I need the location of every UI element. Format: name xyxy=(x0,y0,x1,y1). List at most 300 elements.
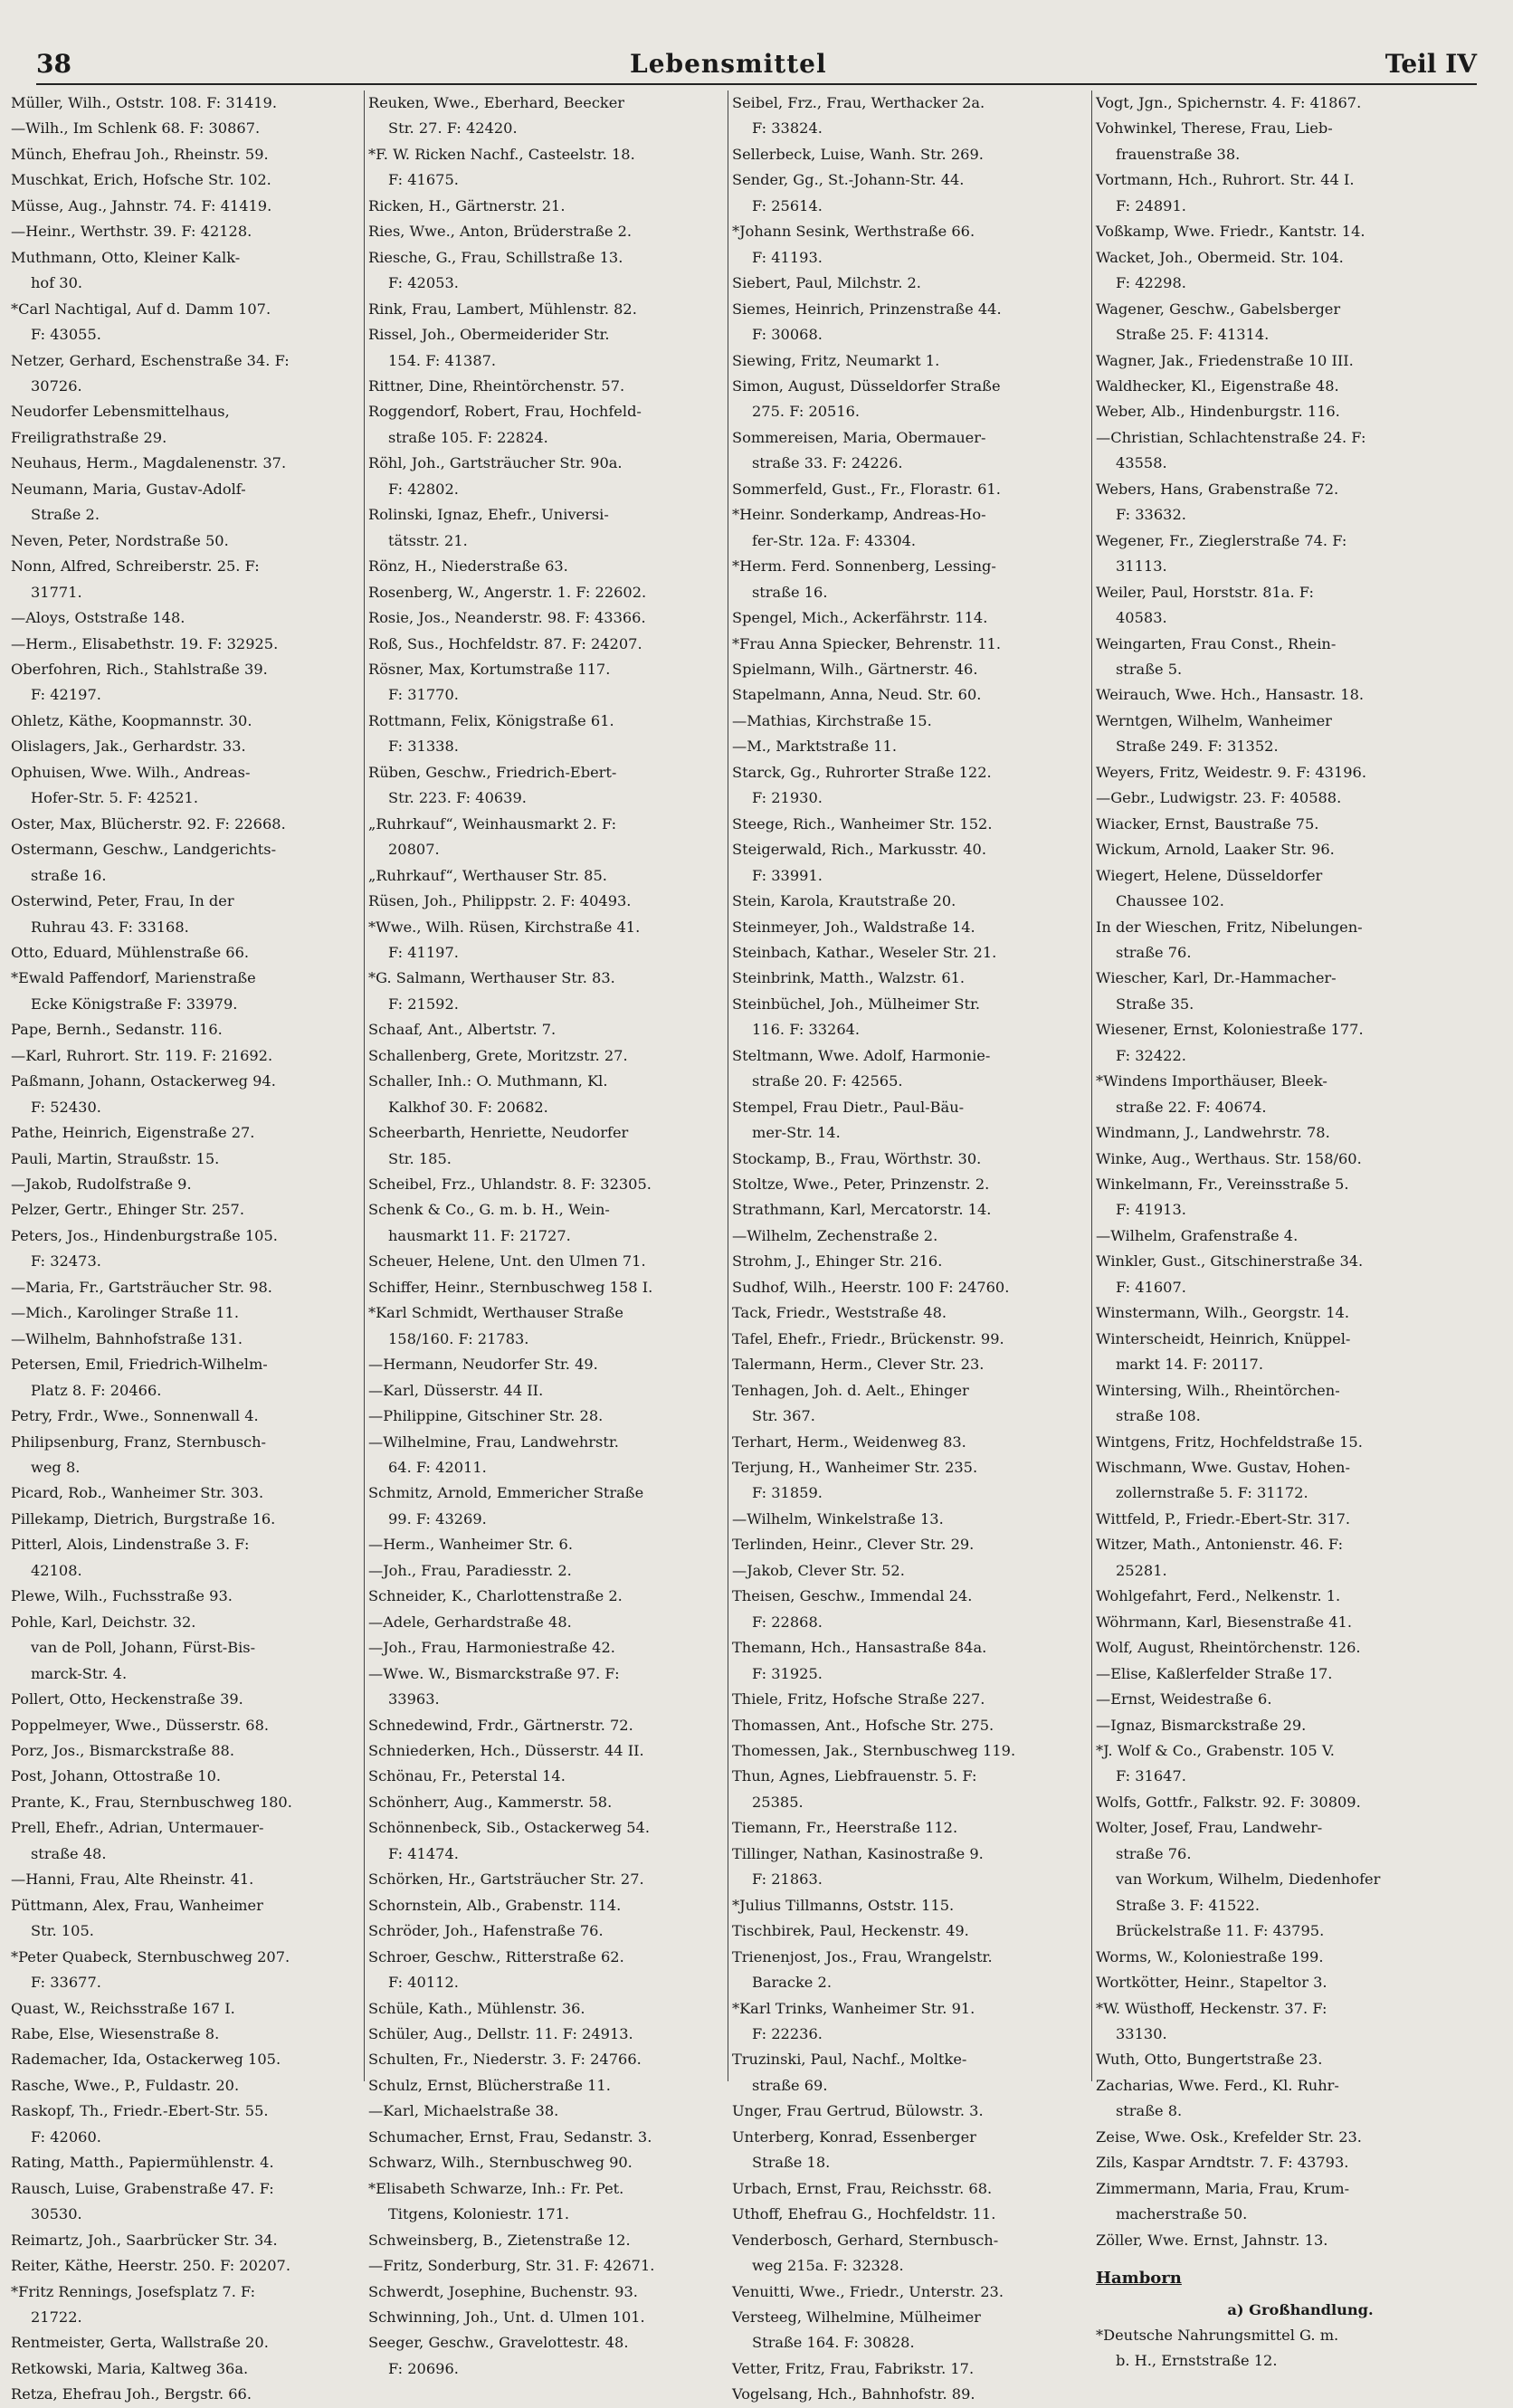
directory-entry: Steinbach, Kathar., Weseler Str. 21. xyxy=(732,943,997,961)
directory-entry: Wegener, Fr., Zieglerstraße 74. F: xyxy=(1096,531,1347,549)
directory-entry: Wiacker, Ernst, Baustraße 75. xyxy=(1096,814,1319,833)
directory-entry: —Herm., Wanheimer Str. 6. xyxy=(368,1536,573,1554)
directory-entry: Weber, Alb., Hindenburgstr. 116. xyxy=(1096,403,1340,421)
directory-entry: F: 42197. xyxy=(31,686,101,704)
directory-entry: —Philippine, Gitschiner Str. 28. xyxy=(368,1407,604,1425)
section-entry: *Deutsche Nahrungsmittel G. m. xyxy=(1096,2326,1339,2344)
directory-entry: Straße 249. F: 31352. xyxy=(1116,738,1279,756)
directory-entry: —Wilhelm, Grafenstraße 4. xyxy=(1096,1226,1299,1244)
directory-entry: van de Poll, Johann, Fürst-Bis- xyxy=(31,1639,256,1657)
directory-entry: —M., Marktstraße 11. xyxy=(732,738,897,756)
directory-entry: Trienenjost, Jos., Frau, Wrangelstr. xyxy=(732,1947,993,1965)
directory-entry: Simon, August, Düsseldorfer Straße xyxy=(732,376,1001,395)
directory-entry: Strathmann, Karl, Mercatorstr. 14. xyxy=(732,1201,992,1219)
directory-entry: Pathe, Heinrich, Eigenstraße 27. xyxy=(11,1124,255,1142)
directory-entry: F: 22236. xyxy=(752,2024,823,2042)
directory-entry: Winterscheidt, Heinrich, Knüppel- xyxy=(1096,1329,1351,1347)
directory-entry: Rittner, Dine, Rheintörchenstr. 57. xyxy=(368,376,625,395)
directory-entry: Tillinger, Nathan, Kasinostraße 9. xyxy=(732,1844,984,1862)
directory-entry: Olislagers, Jak., Gerhardstr. 33. xyxy=(11,738,246,756)
directory-entry: Oberfohren, Rich., Stahlstraße 39. xyxy=(11,660,268,678)
directory-entry: Terhart, Herm., Weidenweg 83. xyxy=(732,1432,966,1451)
directory-entry: Rausch, Luise, Grabenstraße 47. F: xyxy=(11,2179,274,2197)
directory-entry: Schörken, Hr., Gartsträucher Str. 27. xyxy=(368,1870,644,1889)
directory-entry: Straße 164. F: 30828. xyxy=(752,2334,915,2352)
directory-entry: 31113. xyxy=(1116,557,1167,576)
directory-entry: Picard, Rob., Wanheimer Str. 303. xyxy=(11,1484,264,1502)
directory-entry: Siemes, Heinrich, Prinzenstraße 44. xyxy=(732,300,1002,318)
directory-entry: Titgens, Koloniestr. 171. xyxy=(388,2205,570,2223)
directory-entry: Steltmann, Wwe. Adolf, Harmonie- xyxy=(732,1046,991,1064)
directory-entry: Schiffer, Heinr., Sternbuschweg 158 I. xyxy=(368,1278,653,1296)
directory-entry: Webers, Hans, Grabenstraße 72. xyxy=(1096,480,1339,498)
directory-entry: *F. W. Ricken Nachf., Casteelstr. 18. xyxy=(368,145,635,163)
directory-entry: 154. F: 41387. xyxy=(388,351,497,369)
directory-entry: weg 8. xyxy=(31,1459,81,1477)
directory-entry: Hofer-Str. 5. F: 42521. xyxy=(31,789,198,807)
directory-entry: Schönherr, Aug., Kammerstr. 58. xyxy=(368,1793,613,1811)
directory-entry: marck-Str. 4. xyxy=(31,1664,128,1682)
directory-entry: F: 41913. xyxy=(1116,1201,1186,1219)
directory-entry: Püttmann, Alex, Frau, Wanheimer xyxy=(11,1896,263,1914)
directory-entry: Poppelmeyer, Wwe., Düsserstr. 68. xyxy=(11,1716,270,1734)
column-1 xyxy=(11,90,360,2403)
directory-entry: Sender, Gg., St.-Johann-Str. 44. xyxy=(732,171,965,189)
directory-entry: 116. F: 33264. xyxy=(752,1021,861,1039)
directory-entry: —Gebr., Ludwigstr. 23. F: 40588. xyxy=(1096,789,1342,807)
directory-entry: Raskopf, Th., Friedr.-Ebert-Str. 55. xyxy=(11,2102,269,2120)
directory-entry: *Frau Anna Spiecker, Behrenstr. 11. xyxy=(732,634,1001,652)
directory-entry: 30726. xyxy=(31,376,82,395)
directory-entry: Wolf, August, Rheintörchenstr. 126. xyxy=(1096,1639,1361,1657)
directory-entry: *G. Salmann, Werthauser Str. 83. xyxy=(368,969,615,987)
directory-entry: *Windens Importhäuser, Bleek- xyxy=(1096,1072,1327,1090)
directory-entry: *Fritz Rennings, Josefsplatz 7. F: xyxy=(11,2282,256,2300)
directory-entry: Rosenberg, W., Angerstr. 1. F: 22602. xyxy=(368,583,647,601)
directory-entry: Pape, Bernh., Sedanstr. 116. xyxy=(11,1021,223,1039)
directory-entry: Steinmeyer, Joh., Waldstraße 14. xyxy=(732,918,975,936)
directory-entry: Wischmann, Wwe. Gustav, Hohen- xyxy=(1096,1459,1350,1477)
directory-entry: tätsstr. 21. xyxy=(388,531,468,549)
directory-entry: Petry, Frdr., Wwe., Sonnenwall 4. xyxy=(11,1407,259,1425)
directory-entry: frauenstraße 38. xyxy=(1116,145,1241,163)
directory-entry: Müsse, Aug., Jahnstr. 74. F: 41419. xyxy=(11,196,272,214)
directory-entry: Urbach, Ernst, Frau, Reichsstr. 68. xyxy=(732,2179,993,2197)
directory-entry: Schüle, Kath., Mühlenstr. 36. xyxy=(368,1999,585,2017)
directory-entry: Platz 8. F: 20466. xyxy=(31,1381,162,1399)
column-4-entries xyxy=(1096,90,1505,2253)
directory-entry: Ricken, H., Gärtnerstr. 21. xyxy=(368,196,566,214)
directory-entry: Schornstein, Alb., Grabenstr. 114. xyxy=(368,1896,622,1914)
directory-entry: Werntgen, Wilhelm, Wanheimer xyxy=(1096,711,1332,729)
directory-entry: Neudorfer Lebensmittelhaus, xyxy=(11,403,230,421)
directory-entry: F: 43055. xyxy=(31,326,101,344)
directory-entry: Unterberg, Konrad, Essenberger xyxy=(732,2127,976,2146)
directory-entry: Wohlgefahrt, Ferd., Nelkenstr. 1. xyxy=(1096,1587,1341,1605)
directory-entry: Post, Johann, Ottostraße 10. xyxy=(11,1767,222,1785)
directory-entry: F: 41197. xyxy=(388,943,459,961)
directory-entry: Unger, Frau Gertrud, Bülowstr. 3. xyxy=(732,2102,984,2120)
directory-entry: Brückelstraße 11. F: 43795. xyxy=(1116,1922,1325,1940)
directory-entry: Pitterl, Alois, Lindenstraße 3. F: xyxy=(11,1536,250,1554)
directory-entry: Wacket, Joh., Obermeid. Str. 104. xyxy=(1096,248,1344,266)
section-entry: b. H., Ernststraße 12. xyxy=(1116,2352,1278,2370)
directory-entry: Vetter, Fritz, Frau, Fabrikstr. 17. xyxy=(732,2359,975,2377)
directory-entry: Uthoff, Ehefrau G., Hochfeldstr. 11. xyxy=(732,2205,996,2223)
directory-entry: Straße 25. F: 41314. xyxy=(1116,326,1270,344)
directory-entry: Stapelmann, Anna, Neud. Str. 60. xyxy=(732,686,982,704)
directory-entry: Terjung, H., Wanheimer Str. 235. xyxy=(732,1459,978,1477)
directory-entry: F: 33991. xyxy=(752,866,823,884)
directory-entry: F: 41193. xyxy=(752,248,823,266)
directory-entry: Ostermann, Geschw., Landgerichts- xyxy=(11,841,277,859)
directory-entry: Winkelmann, Fr., Vereinsstraße 5. xyxy=(1096,1175,1349,1194)
directory-entry: Rüben, Geschw., Friedrich-Ebert- xyxy=(368,763,617,781)
directory-entry: Vohwinkel, Therese, Frau, Lieb- xyxy=(1096,119,1333,138)
directory-entry: —Elise, Kaßlerfelder Straße 17. xyxy=(1096,1664,1333,1682)
directory-entry: —Maria, Fr., Gartsträucher Str. 98. xyxy=(11,1278,272,1296)
directory-entry: van Workum, Wilhelm, Diedenhofer xyxy=(1116,1870,1381,1889)
directory-entry: Starck, Gg., Ruhrorter Straße 122. xyxy=(732,763,992,781)
directory-entry: In der Wieschen, Fritz, Nibelungen- xyxy=(1096,918,1363,936)
directory-entry: Sommereisen, Maria, Obermauer- xyxy=(732,428,986,446)
directory-entry: Str. 105. xyxy=(31,1922,94,1940)
directory-entry: Riesche, G., Frau, Schillstraße 13. xyxy=(368,248,623,266)
directory-entry: Oster, Max, Blücherstr. 92. F: 22668. xyxy=(11,814,286,833)
directory-entry: —Jakob, Rudolfstraße 9. xyxy=(11,1175,192,1194)
directory-entry: —Wwe. W., Bismarckstraße 97. F: xyxy=(368,1664,620,1682)
directory-entry: Müller, Wilh., Oststr. 108. F: 31419. xyxy=(11,94,277,111)
directory-entry: F: 42060. xyxy=(31,2127,101,2146)
directory-entry: Ecke Königstraße F: 33979. xyxy=(31,995,238,1013)
directory-entry: *J. Wolf & Co., Grabenstr. 105 V. xyxy=(1096,1742,1335,1759)
directory-entry: —Christian, Schlachtenstraße 24. F: xyxy=(1096,428,1366,446)
directory-entry: 21722. xyxy=(31,2308,82,2326)
directory-entry: Tack, Friedr., Weststraße 48. xyxy=(732,1304,947,1322)
directory-entry: mer-Str. 14. xyxy=(752,1124,841,1142)
page-number: 38 xyxy=(36,48,71,79)
directory-entry: Roß, Sus., Hochfeldstr. 87. F: 24207. xyxy=(368,634,642,652)
directory-entry: Seibel, Frz., Frau, Werthacker 2a. xyxy=(732,94,985,111)
directory-entry: Schönnenbeck, Sib., Ostackerweg 54. xyxy=(368,1819,650,1837)
directory-entry: Truzinski, Paul, Nachf., Moltke- xyxy=(732,2051,967,2069)
directory-entry: straße 69. xyxy=(752,2076,828,2094)
directory-entry: Weingarten, Frau Const., Rhein- xyxy=(1096,634,1337,652)
directory-entry: Windmann, J., Landwehrstr. 78. xyxy=(1096,1124,1330,1142)
directory-entry: Rösner, Max, Kortumstraße 117. xyxy=(368,660,611,678)
directory-entry: Zacharias, Wwe. Ferd., Kl. Ruhr- xyxy=(1096,2076,1339,2094)
directory-entry: Themann, Hch., Hansastraße 84a. xyxy=(732,1639,987,1657)
directory-entry: Zeise, Wwe. Osk., Krefelder Str. 23. xyxy=(1096,2127,1362,2146)
directory-entry: *Julius Tillmanns, Oststr. 115. xyxy=(732,1896,955,1914)
directory-entry: F: 42298. xyxy=(1116,274,1186,292)
directory-entry: F: 31647. xyxy=(1116,1767,1186,1785)
directory-entry: F: 42053. xyxy=(388,274,459,292)
directory-entry: Schmitz, Arnold, Emmericher Straße xyxy=(368,1484,644,1502)
directory-entry: 158/160. F: 21783. xyxy=(388,1329,529,1347)
directory-entry: Waldhecker, Kl., Eigenstraße 48. xyxy=(1096,376,1339,395)
directory-entry: *Carl Nachtigal, Auf d. Damm 107. xyxy=(11,300,271,318)
directory-entry: Wickum, Arnold, Laaker Str. 96. xyxy=(1096,841,1335,859)
directory-entry: Quast, W., Reichsstraße 167 I. xyxy=(11,1999,235,2017)
directory-entry: Baracke 2. xyxy=(752,1974,832,1992)
directory-entry: 43558. xyxy=(1116,454,1167,472)
directory-entry: straße 76. xyxy=(1116,943,1192,961)
column-4 xyxy=(1091,90,1505,2370)
directory-entry: —Ernst, Weidestraße 6. xyxy=(1096,1690,1272,1708)
directory-entry: F: 42802. xyxy=(388,480,459,498)
directory-entry: —Wilhelm, Winkelstraße 13. xyxy=(732,1509,944,1528)
directory-entry: Porz, Jos., Bismarckstraße 88. xyxy=(11,1742,234,1759)
directory-entry: Ries, Wwe., Anton, Brüderstraße 2. xyxy=(368,223,633,241)
directory-entry: Zils, Kaspar Arndtstr. 7. F: 43793. xyxy=(1096,2154,1349,2172)
page-title: Lebensmittel xyxy=(630,48,827,79)
directory-entry: Thiele, Fritz, Hofsche Straße 227. xyxy=(732,1690,985,1708)
directory-entry: Talermann, Herm., Clever Str. 23. xyxy=(732,1356,985,1374)
directory-entry: 33130. xyxy=(1116,2024,1167,2042)
directory-entry: —Mich., Karolinger Straße 11. xyxy=(11,1304,239,1322)
directory-entry: —Hermann, Neudorfer Str. 49. xyxy=(368,1356,598,1374)
directory-entry: straße 108. xyxy=(1116,1407,1201,1425)
directory-entry: F: 31770. xyxy=(388,686,459,704)
directory-entry: Wuth, Otto, Bungertstraße 23. xyxy=(1096,2051,1323,2069)
directory-entry: Prante, K., Frau, Sternbuschweg 180. xyxy=(11,1793,292,1811)
directory-entry: F: 31338. xyxy=(388,738,459,756)
directory-entry: Spielmann, Wilh., Gärtnerstr. 46. xyxy=(732,660,978,678)
directory-entry: Str. 27. F: 42420. xyxy=(388,119,518,138)
directory-entry: Thomessen, Jak., Sternbuschweg 119. xyxy=(732,1742,1016,1759)
directory-entry: Versteeg, Wilhelmine, Mülheimer xyxy=(732,2308,981,2326)
directory-entry: F: 33632. xyxy=(1116,506,1186,524)
directory-entry: Rentmeister, Gerta, Wallstraße 20. xyxy=(11,2334,269,2352)
directory-entry: *Johann Sesink, Werthstraße 66. xyxy=(732,223,975,241)
directory-entry: Winkler, Gust., Gitschinerstraße 34. xyxy=(1096,1252,1364,1271)
directory-entry: Sommerfeld, Gust., Fr., Florastr. 61. xyxy=(732,480,1001,498)
directory-entry: Wittfeld, P., Friedr.-Ebert-Str. 317. xyxy=(1096,1509,1351,1528)
directory-entry: Pillekamp, Dietrich, Burgstraße 16. xyxy=(11,1509,276,1528)
directory-entry: 40583. xyxy=(1116,609,1167,627)
directory-entry: straße 8. xyxy=(1116,2102,1183,2120)
directory-entry: Rottmann, Felix, Königstraße 61. xyxy=(368,711,614,729)
directory-entry: fer-Str. 12a. F: 43304. xyxy=(752,531,917,549)
directory-entry: Siebert, Paul, Milchstr. 2. xyxy=(732,274,921,292)
directory-entry: F: 41607. xyxy=(1116,1278,1186,1296)
directory-entry: 99. F: 43269. xyxy=(388,1509,487,1528)
directory-entry: Wolter, Josef, Frau, Landwehr- xyxy=(1096,1819,1323,1837)
directory-entry: Steinbrink, Matth., Walzstr. 61. xyxy=(732,969,966,987)
directory-entry: Schwarz, Wilh., Sternbuschweg 90. xyxy=(368,2154,633,2172)
directory-entry: —Wilh., Im Schlenk 68. F: 30867. xyxy=(11,119,261,138)
directory-entry: Schneider, K., Charlottenstraße 2. xyxy=(368,1587,623,1605)
directory-entry: F: 32473. xyxy=(31,1252,101,1271)
directory-entry: Rink, Frau, Lambert, Mühlenstr. 82. xyxy=(368,300,637,318)
directory-entry: —Joh., Frau, Harmoniestraße 42. xyxy=(368,1639,615,1657)
directory-entry: F: 21930. xyxy=(752,789,823,807)
directory-entry: Schweinsberg, B., Zietenstraße 12. xyxy=(368,2231,631,2249)
directory-entry: F: 22868. xyxy=(752,1613,823,1631)
directory-entry: hof 30. xyxy=(31,274,83,292)
directory-entry: Neumann, Maria, Gustav-Adolf- xyxy=(11,480,246,498)
directory-entry: straße 16. xyxy=(31,866,107,884)
directory-entry: straße 22. F: 40674. xyxy=(1116,1098,1267,1116)
directory-entry: Schroer, Geschw., Ritterstraße 62. xyxy=(368,1947,624,1965)
directory-entry: Wortkötter, Heinr., Stapeltor 3. xyxy=(1096,1974,1327,1992)
directory-entry: Wiescher, Karl, Dr.-Hammacher- xyxy=(1096,969,1337,987)
directory-entry: Steinbüchel, Joh., Mülheimer Str. xyxy=(732,995,981,1013)
directory-entry: Winke, Aug., Werthaus. Str. 158/60. xyxy=(1096,1149,1362,1167)
directory-entry: —Herm., Elisabethstr. 19. F: 32925. xyxy=(11,634,279,652)
directory-entry: Rating, Matth., Papiermühlenstr. 4. xyxy=(11,2154,274,2172)
directory-entry: Rademacher, Ida, Ostackerweg 105. xyxy=(11,2051,281,2069)
directory-entry: straße 76. xyxy=(1116,1844,1192,1862)
directory-entry: Sellerbeck, Luise, Wanh. Str. 269. xyxy=(732,145,984,163)
directory-entry: Thun, Agnes, Liebfrauenstr. 5. F: xyxy=(732,1767,977,1785)
directory-entry: Ruhrau 43. F: 33168. xyxy=(31,918,189,936)
directory-entry: Winstermann, Wilh., Georgstr. 14. xyxy=(1096,1304,1349,1322)
directory-entry: —Karl, Ruhrort. Str. 119. F: 21692. xyxy=(11,1046,273,1064)
directory-entry: Rolinski, Ignaz, Ehefr., Universi- xyxy=(368,506,609,524)
directory-entry: Philipsenburg, Franz, Sternbusch- xyxy=(11,1432,266,1451)
directory-entry: straße 5. xyxy=(1116,660,1183,678)
directory-entry: —Aloys, Oststraße 148. xyxy=(11,609,186,627)
directory-entry: straße 48. xyxy=(31,1844,107,1862)
directory-entry: hausmarkt 11. F: 21727. xyxy=(388,1226,571,1244)
directory-entry: —Hanni, Frau, Alte Rheinstr. 41. xyxy=(11,1870,254,1889)
directory-entry: Zöller, Wwe. Ernst, Jahnstr. 13. xyxy=(1096,2231,1328,2249)
directory-entry: F: 33824. xyxy=(752,119,823,138)
column-2 xyxy=(364,90,732,2377)
directory-entry: F: 21592. xyxy=(388,995,459,1013)
directory-entry: Scheibel, Frz., Uhlandstr. 8. F: 32305. xyxy=(368,1175,652,1194)
columns xyxy=(11,90,1502,2403)
directory-entry: Otto, Eduard, Mühlenstraße 66. xyxy=(11,943,250,961)
directory-entry: Rönz, H., Niederstraße 63. xyxy=(368,557,568,576)
directory-entry: Nonn, Alfred, Schreiberstr. 25. F: xyxy=(11,557,260,576)
directory-entry: F: 41675. xyxy=(388,171,459,189)
directory-entry: Wolfs, Gottfr., Falkstr. 92. F: 30809. xyxy=(1096,1793,1361,1811)
directory-entry: —Wilhelm, Zechenstraße 2. xyxy=(732,1226,938,1244)
directory-entry: Wiegert, Helene, Düsseldorfer xyxy=(1096,866,1323,884)
directory-entry: Rosie, Jos., Neanderstr. 98. F: 43366. xyxy=(368,609,646,627)
directory-entry: Schulz, Ernst, Blücherstraße 11. xyxy=(368,2076,611,2094)
directory-entry: Schulten, Fr., Niederstr. 3. F: 24766. xyxy=(368,2051,642,2069)
directory-entry: Straße 18. xyxy=(752,2154,831,2172)
directory-entry: F: 31859. xyxy=(752,1484,823,1502)
directory-entry: straße 20. F: 42565. xyxy=(752,1072,903,1090)
directory-entry: —Joh., Frau, Paradiesstr. 2. xyxy=(368,1561,572,1579)
directory-entry: Spengel, Mich., Ackerfährstr. 114. xyxy=(732,609,988,627)
directory-entry: Schnedewind, Frdr., Gärtnerstr. 72. xyxy=(368,1716,633,1734)
directory-entry: Worms, W., Koloniestraße 199. xyxy=(1096,1947,1324,1965)
directory-entry: F: 41474. xyxy=(388,1844,459,1862)
directory-entry: Weyers, Fritz, Weidestr. 9. F: 43196. xyxy=(1096,763,1366,781)
page-header xyxy=(36,43,1477,85)
directory-entry: *Heinr. Sonderkamp, Andreas-Ho- xyxy=(732,506,986,524)
directory-entry: Straße 35. xyxy=(1116,995,1194,1013)
directory-entry: Seeger, Geschw., Gravelottestr. 48. xyxy=(368,2334,629,2352)
directory-entry: straße 16. xyxy=(752,583,828,601)
directory-entry: *Herm. Ferd. Sonnenberg, Lessing- xyxy=(732,557,996,576)
directory-entry: Schönau, Fr., Peterstal 14. xyxy=(368,1767,566,1785)
directory-entry: Rüsen, Joh., Philippstr. 2. F: 40493. xyxy=(368,892,632,910)
directory-entry: Reuken, Wwe., Eberhard, Beecker xyxy=(368,94,625,111)
directory-entry: Muschkat, Erich, Hofsche Str. 102. xyxy=(11,171,271,189)
directory-entry: Ophuisen, Wwe. Wilh., Andreas- xyxy=(11,763,251,781)
directory-entry: Kalkhof 30. F: 20682. xyxy=(388,1098,548,1116)
directory-entry: F: 32422. xyxy=(1116,1046,1186,1064)
directory-entry: Neuhaus, Herm., Magdalenenstr. 37. xyxy=(11,454,287,472)
directory-entry: 25385. xyxy=(752,1793,804,1811)
directory-entry: Weiler, Paul, Horststr. 81a. F: xyxy=(1096,583,1314,601)
directory-entry: F: 30068. xyxy=(752,326,823,344)
directory-entry: Muthmann, Otto, Kleiner Kalk- xyxy=(11,248,241,266)
directory-entry: *Peter Quabeck, Sternbuschweg 207. xyxy=(11,1947,290,1965)
directory-entry: Siewing, Fritz, Neumarkt 1. xyxy=(732,351,940,369)
directory-entry: Steigerwald, Rich., Markusstr. 40. xyxy=(732,841,986,859)
directory-entry: *W. Wüsthoff, Heckenstr. 37. F: xyxy=(1096,1999,1327,2017)
part-label: Teil IV xyxy=(1385,48,1477,79)
directory-entry: F: 31925. xyxy=(752,1664,823,1682)
directory-entry: macherstraße 50. xyxy=(1116,2205,1248,2223)
directory-entry: Schenk & Co., G. m. b. H., Wein- xyxy=(368,1201,610,1219)
directory-entry: Reimartz, Joh., Saarbrücker Str. 34. xyxy=(11,2231,278,2249)
directory-entry: 33963. xyxy=(388,1690,440,1708)
directory-entry: F: 33677. xyxy=(31,1974,101,1992)
directory-entry: *Ewald Paffendorf, Marienstraße xyxy=(11,969,256,987)
directory-entry: F: 52430. xyxy=(31,1098,101,1116)
directory-entry: Wöhrmann, Karl, Biesenstraße 41. xyxy=(1096,1613,1352,1631)
directory-entry: F: 40112. xyxy=(388,1974,459,1992)
directory-entry: Schallenberg, Grete, Moritzstr. 27. xyxy=(368,1046,628,1064)
directory-entry: Pelzer, Gertr., Ehinger Str. 257. xyxy=(11,1201,244,1219)
directory-entry: Witzer, Math., Antonienstr. 46. F: xyxy=(1096,1536,1344,1554)
directory-entry: Schniederken, Hch., Düsserstr. 44 II. xyxy=(368,1742,644,1759)
directory-entry: Pohle, Karl, Deichstr. 32. xyxy=(11,1613,196,1631)
directory-entry: Theisen, Geschw., Immendal 24. xyxy=(732,1587,973,1605)
directory-entry: Vogt, Jgn., Spichernstr. 4. F: 41867. xyxy=(1096,94,1362,111)
directory-entry: Prell, Ehefr., Adrian, Untermauer- xyxy=(11,1819,264,1837)
directory-entry: Tafel, Ehefr., Friedr., Brückenstr. 99. xyxy=(732,1329,1004,1347)
directory-entry: Scheuer, Helene, Unt. den Ulmen 71. xyxy=(368,1252,646,1271)
directory-entry: Schüler, Aug., Dellstr. 11. F: 24913. xyxy=(368,2024,633,2042)
directory-entry: 42108. xyxy=(31,1561,82,1579)
directory-entry: —Heinr., Werthstr. 39. F: 42128. xyxy=(11,223,252,241)
directory-entry: Schaller, Inh.: O. Muthmann, Kl. xyxy=(368,1072,608,1090)
directory-entry: 275. F: 20516. xyxy=(752,403,861,421)
directory-entry: straße 105. F: 22824. xyxy=(388,428,548,446)
directory-entry: Terlinden, Heinr., Clever Str. 29. xyxy=(732,1536,975,1554)
directory-entry: Tiemann, Fr., Heerstraße 112. xyxy=(732,1819,958,1837)
directory-entry: Thomassen, Ant., Hofsche Str. 275. xyxy=(732,1716,994,1734)
section-title: Hamborn xyxy=(1096,2269,1182,2289)
directory-entry: Stein, Karola, Krautstraße 20. xyxy=(732,892,956,910)
directory-entry: Wintgens, Fritz, Hochfeldstraße 15. xyxy=(1096,1432,1363,1451)
directory-entry: —Karl, Michaelstraße 38. xyxy=(368,2102,559,2120)
directory-entry: —Ignaz, Bismarckstraße 29. xyxy=(1096,1716,1307,1734)
directory-entry: Wintersing, Wilh., Rheintörchen- xyxy=(1096,1381,1340,1399)
directory-entry: Rasche, Wwe., P., Fuldastr. 20. xyxy=(11,2076,240,2094)
directory-entry: Ohletz, Käthe, Koopmannstr. 30. xyxy=(11,711,252,729)
directory-entry: Sudhof, Wilh., Heerstr. 100 F: 24760. xyxy=(732,1278,1010,1296)
directory-entry: Straße 3. F: 41522. xyxy=(1116,1896,1261,1914)
directory-entry: Reiter, Käthe, Heerstr. 250. F: 20207. xyxy=(11,2257,290,2275)
directory-entry: Scheerbarth, Henriette, Neudorfer xyxy=(368,1124,629,1142)
directory-entry: Schaaf, Ant., Albertstr. 7. xyxy=(368,1021,557,1039)
directory-entry: „Ruhrkauf“, Weinhausmarkt 2. F: xyxy=(368,814,617,833)
directory-entry: Wagener, Geschw., Gabelsberger xyxy=(1096,300,1341,318)
directory-entry: —Wilhelmine, Frau, Landwehrstr. xyxy=(368,1432,619,1451)
directory-entry: zollernstraße 5. F: 31172. xyxy=(1116,1484,1308,1502)
